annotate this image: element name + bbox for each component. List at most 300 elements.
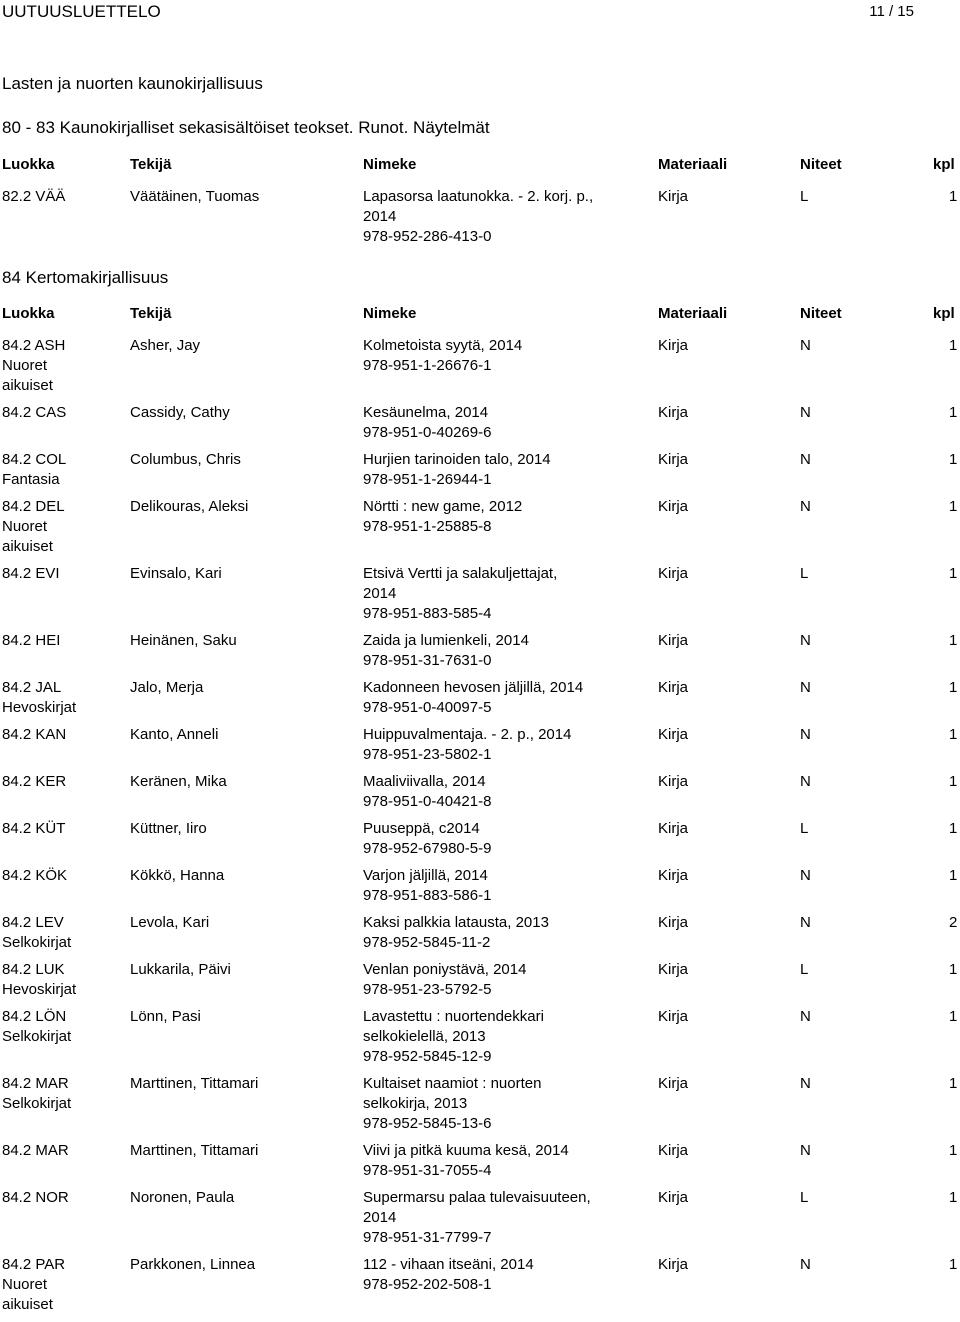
- nimeke-cell-line: Kadonneen hevosen jäljillä, 2014: [363, 679, 584, 696]
- materiaali-cell: [658, 866, 688, 886]
- luokka-cell-line: 84.2 COL: [2, 451, 67, 468]
- tekija-cell-line: Levola, Kari: [130, 914, 210, 931]
- nimeke-cell-line: 978-951-31-7055-4: [363, 1162, 492, 1179]
- niteet-cell-line: N: [800, 1008, 811, 1025]
- materiaali-cell-line: Kirja: [658, 1256, 689, 1273]
- luokka-cell-line: 84.2 ASH: [2, 337, 66, 354]
- nimeke-cell: [363, 866, 653, 906]
- nimeke-cell-line: Venlan poniystävä, 2014: [363, 961, 527, 978]
- nimeke-cell-line: 978-952-202-508-1: [363, 1276, 492, 1293]
- kpl-cell-line: 1: [949, 498, 958, 515]
- nimeke-cell-line: 978-952-5845-11-2: [363, 934, 491, 951]
- niteet-cell-line: L: [800, 188, 809, 205]
- tekija-cell: [130, 913, 355, 933]
- table-row: [0, 913, 960, 960]
- luokka-cell-line: 84.2 LÖN: [2, 1008, 67, 1025]
- kpl-cell: [949, 564, 957, 584]
- tekija-cell-line: Küttner, Iiro: [130, 820, 207, 837]
- nimeke-cell: [363, 631, 653, 671]
- materiaali-cell: [658, 819, 688, 839]
- niteet-cell: [800, 564, 808, 584]
- materiaali-cell: [658, 497, 688, 517]
- kpl-cell: [949, 450, 957, 470]
- materiaali-cell-line: Kirja: [658, 773, 689, 790]
- section-title: Lasten ja nuorten kaunokirjallisuus: [2, 74, 263, 93]
- nimeke-cell-line: Puuseppä, c2014: [363, 820, 480, 837]
- materiaali-cell-line: Kirja: [658, 1008, 689, 1025]
- table-row: [0, 1141, 960, 1188]
- nimeke-cell-line: 978-951-0-40269-6: [363, 424, 492, 441]
- nimeke-cell: [363, 772, 653, 812]
- niteet-cell-line: N: [800, 404, 811, 421]
- niteet-cell: [800, 819, 808, 839]
- nimeke-cell: [363, 1007, 653, 1067]
- niteet-cell-line: N: [800, 726, 811, 743]
- niteet-cell-line: N: [800, 773, 811, 790]
- kpl-cell-line: 1: [949, 773, 958, 790]
- nimeke-cell-line: Varjon jäljillä, 2014: [363, 867, 488, 884]
- materiaali-cell: [658, 336, 688, 356]
- kpl-cell-line: 1: [949, 726, 958, 743]
- tekija-cell: [130, 187, 355, 207]
- niteet-cell-line: L: [800, 1189, 809, 1206]
- kpl-cell: [949, 1074, 957, 1094]
- materiaali-cell: [658, 403, 688, 423]
- niteet-cell: [800, 960, 808, 980]
- nimeke-cell-line: 978-951-0-40097-5: [363, 699, 492, 716]
- nimeke-cell-line: 978-952-286-413-0: [363, 228, 492, 245]
- nimeke-cell: [363, 564, 653, 624]
- luokka-cell-line: 84.2 EVI: [2, 565, 60, 582]
- tekija-cell-line: Asher, Jay: [130, 337, 201, 354]
- tekija-cell-line: Noronen, Paula: [130, 1189, 235, 1206]
- luokka-cell-line: aikuiset: [2, 538, 53, 555]
- materiaali-cell-line: Kirja: [658, 867, 689, 884]
- materiaali-cell: [658, 772, 688, 792]
- niteet-cell: [800, 336, 811, 356]
- luokka-cell-line: 84.2 JAL: [2, 679, 62, 696]
- nimeke-cell-line: Lavastettu : nuortendekkari: [363, 1008, 544, 1025]
- materiaali-cell: [658, 564, 688, 584]
- niteet-cell: [800, 725, 811, 745]
- nimeke-cell-line: 978-951-31-7799-7: [363, 1229, 492, 1246]
- section-subtitle: 80 - 83 Kaunokirjalliset sekasisältöiset teokset. Runot. Näytelmät: [2, 118, 490, 137]
- tekija-cell-line: Keränen, Mika: [130, 773, 227, 790]
- kpl-cell-line: 1: [949, 1008, 958, 1025]
- materiaali-cell: [658, 1007, 688, 1027]
- luokka-cell-line: Selkokirjat: [2, 1095, 72, 1112]
- nimeke-cell-line: 978-951-31-7631-0: [363, 652, 492, 669]
- niteet-cell-line: N: [800, 498, 811, 515]
- materiaali-cell: [658, 1141, 688, 1161]
- kpl-cell: [949, 913, 957, 933]
- niteet-cell: [800, 1141, 811, 1161]
- niteet-cell: [800, 187, 808, 207]
- nimeke-cell: [363, 1141, 653, 1181]
- nimeke-cell-line: 2014: [363, 1209, 397, 1226]
- kpl-cell: [949, 725, 957, 745]
- luokka-cell-line: aikuiset: [2, 1296, 53, 1313]
- kpl-cell: [949, 1007, 957, 1027]
- kpl-cell: [949, 960, 957, 980]
- nimeke-cell-line: 2014: [363, 585, 397, 602]
- kpl-cell-line: 1: [949, 679, 958, 696]
- nimeke-cell-line: Supermarsu palaa tulevaisuuteen,: [363, 1189, 591, 1206]
- kpl-cell: [949, 772, 957, 792]
- luokka-cell-line: Hevoskirjat: [2, 699, 77, 716]
- materiaali-cell: [658, 631, 688, 651]
- materiaali-cell: [658, 725, 688, 745]
- table-body: [0, 336, 960, 1322]
- luokka-cell-line: Hevoskirjat: [2, 981, 77, 998]
- tekija-cell-line: Kanto, Anneli: [130, 726, 219, 743]
- tekija-cell-line: Lukkarila, Päivi: [130, 961, 231, 978]
- luokka-cell: [2, 336, 122, 396]
- tekija-cell: [130, 450, 355, 470]
- kpl-cell: [949, 1188, 957, 1208]
- tekija-cell-line: Delikouras, Aleksi: [130, 498, 249, 515]
- materiaali-cell-line: Kirja: [658, 188, 689, 205]
- niteet-cell-line: N: [800, 632, 811, 649]
- nimeke-cell: [363, 403, 653, 443]
- materiaali-cell-line: Kirja: [658, 1075, 689, 1092]
- luokka-cell: [2, 866, 122, 886]
- nimeke-cell: [363, 960, 653, 1000]
- niteet-cell-line: L: [800, 565, 809, 582]
- tekija-cell-line: Heinänen, Saku: [130, 632, 237, 649]
- tekija-cell-line: Columbus, Chris: [130, 451, 241, 468]
- tekija-cell: [130, 866, 355, 886]
- col-materiaali: Materiaali: [658, 305, 728, 322]
- materiaali-cell-line: Kirja: [658, 726, 689, 743]
- kpl-cell-line: 1: [949, 820, 958, 837]
- kpl-cell-line: 1: [949, 565, 958, 582]
- kpl-cell: [949, 403, 957, 423]
- niteet-cell-line: N: [800, 337, 811, 354]
- luokka-cell-line: 84.2 MAR: [2, 1075, 69, 1092]
- kpl-cell: [949, 631, 957, 651]
- tekija-cell-line: Marttinen, Tittamari: [130, 1075, 259, 1092]
- niteet-cell-line: N: [800, 914, 811, 931]
- tekija-cell-line: Evinsalo, Kari: [130, 565, 222, 582]
- kpl-cell-line: 1: [949, 188, 958, 205]
- luokka-cell: [2, 564, 122, 584]
- nimeke-cell-line: selkokirja, 2013: [363, 1095, 468, 1112]
- nimeke-cell-line: Kesäunelma, 2014: [363, 404, 489, 421]
- col-kpl: kpl: [933, 156, 955, 173]
- table-row: [0, 960, 960, 1007]
- table-row: [0, 403, 960, 450]
- niteet-cell-line: N: [800, 867, 811, 884]
- luokka-cell: [2, 772, 122, 792]
- materiaali-cell: [658, 1255, 688, 1275]
- nimeke-cell-line: 978-952-5845-12-9: [363, 1048, 492, 1065]
- materiaali-cell-line: Kirja: [658, 404, 689, 421]
- luokka-cell-line: Selkokirjat: [2, 1028, 72, 1045]
- luokka-cell: [2, 497, 122, 557]
- luokka-cell-line: 84.2 LUK: [2, 961, 65, 978]
- subsection-title: 84 Kertomakirjallisuus: [2, 268, 169, 287]
- nimeke-cell-line: Lapasorsa laatunokka. - 2. korj. p.,: [363, 188, 594, 205]
- tekija-cell: [130, 1007, 355, 1027]
- table-body: [0, 187, 960, 254]
- nimeke-cell-line: 978-951-23-5802-1: [363, 746, 492, 763]
- materiaali-cell: [658, 960, 688, 980]
- nimeke-cell: [363, 187, 653, 247]
- table-row: [0, 187, 960, 254]
- luokka-cell-line: Nuoret: [2, 518, 48, 535]
- nimeke-cell: [363, 497, 653, 537]
- kpl-cell-line: 1: [949, 1075, 958, 1092]
- luokka-cell-line: 84.2 MAR: [2, 1142, 69, 1159]
- nimeke-cell-line: Kultaiset naamiot : nuorten: [363, 1075, 542, 1092]
- kpl-cell-line: 1: [949, 1256, 958, 1273]
- materiaali-cell-line: Kirja: [658, 961, 689, 978]
- nimeke-cell-line: 978-951-883-586-1: [363, 887, 492, 904]
- niteet-cell: [800, 497, 811, 517]
- tekija-cell-line: Jalo, Merja: [130, 679, 204, 696]
- kpl-cell-line: 1: [949, 1189, 958, 1206]
- nimeke-cell-line: Kaksi palkkia latausta, 2013: [363, 914, 549, 931]
- tekija-cell: [130, 960, 355, 980]
- kpl-cell: [949, 336, 957, 356]
- luokka-cell-line: 84.2 PAR: [2, 1256, 66, 1273]
- luokka-cell-line: Nuoret: [2, 1276, 48, 1293]
- luokka-cell-line: 84.2 DEL: [2, 498, 65, 515]
- table-row: [0, 1074, 960, 1141]
- tekija-cell-line: Väätäinen, Tuomas: [130, 188, 260, 205]
- materiaali-cell-line: Kirja: [658, 632, 689, 649]
- luokka-cell: [2, 725, 122, 745]
- luokka-cell: [2, 1141, 122, 1161]
- tekija-cell: [130, 1255, 355, 1275]
- nimeke-cell: [363, 450, 653, 490]
- luokka-cell-line: 84.2 KAN: [2, 726, 67, 743]
- niteet-cell-line: N: [800, 1256, 811, 1273]
- table-row: [0, 564, 960, 631]
- tekija-cell: [130, 497, 355, 517]
- kpl-cell: [949, 497, 957, 517]
- materiaali-cell-line: Kirja: [658, 337, 689, 354]
- col-luokka: Luokka: [2, 156, 55, 173]
- kpl-cell-line: 1: [949, 404, 958, 421]
- kpl-cell: [949, 866, 957, 886]
- luokka-cell: [2, 1074, 122, 1114]
- table-row: [0, 678, 960, 725]
- luokka-cell-line: Selkokirjat: [2, 934, 72, 951]
- nimeke-cell: [363, 1188, 653, 1248]
- page-number: 11 / 15: [869, 3, 914, 20]
- nimeke-cell-line: 978-951-1-25885-8: [363, 518, 492, 535]
- luokka-cell-line: Nuoret: [2, 357, 48, 374]
- page-header: [0, 0, 960, 24]
- tekija-cell-line: Cassidy, Cathy: [130, 404, 230, 421]
- tekija-cell-line: Marttinen, Tittamari: [130, 1142, 259, 1159]
- tekija-cell: [130, 772, 355, 792]
- luokka-cell: [2, 631, 122, 651]
- nimeke-cell: [363, 678, 653, 718]
- niteet-cell-line: N: [800, 679, 811, 696]
- kpl-cell: [949, 1141, 957, 1161]
- luokka-cell: [2, 1188, 122, 1208]
- col-materiaali: Materiaali: [658, 156, 728, 173]
- tekija-cell: [130, 631, 355, 651]
- kpl-cell-line: 1: [949, 867, 958, 884]
- luokka-cell: [2, 819, 122, 839]
- luokka-cell: [2, 1255, 122, 1315]
- nimeke-cell-line: 978-952-67980-5-9: [363, 840, 492, 857]
- tekija-cell: [130, 725, 355, 745]
- kpl-cell: [949, 819, 957, 839]
- luokka-cell: [2, 913, 122, 953]
- niteet-cell: [800, 772, 811, 792]
- nimeke-cell: [363, 1255, 653, 1295]
- table-row: [0, 772, 960, 819]
- nimeke-cell-line: 978-951-1-26676-1: [363, 357, 492, 374]
- tekija-cell: [130, 564, 355, 584]
- table-row: [0, 866, 960, 913]
- nimeke-cell-line: 978-951-23-5792-5: [363, 981, 492, 998]
- niteet-cell: [800, 1188, 808, 1208]
- nimeke-cell: [363, 819, 653, 859]
- niteet-cell: [800, 866, 811, 886]
- col-niteet: Niteet: [800, 305, 842, 322]
- materiaali-cell-line: Kirja: [658, 1142, 689, 1159]
- col-niteet: Niteet: [800, 156, 842, 173]
- niteet-cell-line: L: [800, 961, 809, 978]
- materiaali-cell: [658, 1074, 688, 1094]
- document-title: UUTUUSLUETTELO: [2, 2, 161, 21]
- niteet-cell: [800, 631, 811, 651]
- table-row: [0, 725, 960, 772]
- table-row: [0, 1007, 960, 1074]
- col-kpl: kpl: [933, 305, 955, 322]
- luokka-cell-line: 84.2 HEI: [2, 632, 61, 649]
- luokka-cell-line: 84.2 KÖK: [2, 867, 68, 884]
- niteet-cell: [800, 678, 811, 698]
- materiaali-cell-line: Kirja: [658, 498, 689, 515]
- luokka-cell-line: 84.2 KER: [2, 773, 67, 790]
- niteet-cell: [800, 1007, 811, 1027]
- niteet-cell-line: N: [800, 1075, 811, 1092]
- luokka-cell: [2, 678, 122, 718]
- materiaali-cell-line: Kirja: [658, 679, 689, 696]
- nimeke-cell-line: Etsivä Vertti ja salakuljettajat,: [363, 565, 558, 582]
- tekija-cell-line: Kökkö, Hanna: [130, 867, 225, 884]
- luokka-cell: [2, 450, 122, 490]
- niteet-cell: [800, 403, 811, 423]
- luokka-cell-line: 84.2 CAS: [2, 404, 67, 421]
- tekija-cell: [130, 1074, 355, 1094]
- table-row: [0, 450, 960, 497]
- luokka-cell-line: 82.2 VÄÄ: [2, 188, 66, 205]
- niteet-cell: [800, 1074, 811, 1094]
- col-nimeke: Nimeke: [363, 305, 417, 322]
- materiaali-cell: [658, 1188, 688, 1208]
- niteet-cell-line: N: [800, 1142, 811, 1159]
- nimeke-cell-line: 978-951-883-585-4: [363, 605, 492, 622]
- luokka-cell: [2, 187, 122, 207]
- col-tekija: Tekijä: [130, 156, 172, 173]
- luokka-cell-line: Fantasia: [2, 471, 60, 488]
- tekija-cell: [130, 336, 355, 356]
- kpl-cell-line: 1: [949, 337, 958, 354]
- luokka-cell: [2, 960, 122, 1000]
- tekija-cell: [130, 403, 355, 423]
- tekija-cell-line: Lönn, Pasi: [130, 1008, 201, 1025]
- materiaali-cell-line: Kirja: [658, 820, 689, 837]
- kpl-cell: [949, 187, 957, 207]
- tekija-cell: [130, 678, 355, 698]
- materiaali-cell: [658, 450, 688, 470]
- luokka-cell-line: aikuiset: [2, 377, 53, 394]
- tekija-cell: [130, 1188, 355, 1208]
- kpl-cell: [949, 678, 957, 698]
- table-row: [0, 631, 960, 678]
- tekija-cell-line: Parkkonen, Linnea: [130, 1256, 256, 1273]
- materiaali-cell: [658, 187, 688, 207]
- luokka-cell: [2, 1007, 122, 1047]
- nimeke-cell-line: Kolmetoista syytä, 2014: [363, 337, 523, 354]
- luokka-cell-line: 84.2 LEV: [2, 914, 64, 931]
- niteet-cell: [800, 450, 811, 470]
- table-row: [0, 1255, 960, 1322]
- nimeke-cell-line: Maaliviivalla, 2014: [363, 773, 486, 790]
- materiaali-cell-line: Kirja: [658, 1189, 689, 1206]
- materiaali-cell: [658, 913, 688, 933]
- luokka-cell-line: 84.2 NOR: [2, 1189, 69, 1206]
- niteet-cell: [800, 1255, 811, 1275]
- nimeke-cell-line: Hurjien tarinoiden talo, 2014: [363, 451, 551, 468]
- column-header: [0, 155, 960, 175]
- kpl-cell-line: 2: [949, 914, 958, 931]
- col-nimeke: Nimeke: [363, 156, 417, 173]
- nimeke-cell-line: Nörtti : new game, 2012: [363, 498, 523, 515]
- materiaali-cell-line: Kirja: [658, 451, 689, 468]
- nimeke-cell: [363, 1074, 653, 1134]
- nimeke-cell-line: 978-951-1-26944-1: [363, 471, 492, 488]
- nimeke-cell-line: 112 - vihaan itseäni, 2014: [363, 1256, 534, 1273]
- nimeke-cell: [363, 913, 653, 953]
- kpl-cell: [949, 1255, 957, 1275]
- kpl-cell-line: 1: [949, 1142, 958, 1159]
- nimeke-cell-line: Viivi ja pitkä kuuma kesä, 2014: [363, 1142, 569, 1159]
- niteet-cell-line: N: [800, 451, 811, 468]
- nimeke-cell-line: Huippuvalmentaja. - 2. p., 2014: [363, 726, 572, 743]
- luokka-cell: [2, 403, 122, 423]
- kpl-cell-line: 1: [949, 961, 958, 978]
- column-header: [0, 304, 960, 324]
- materiaali-cell-line: Kirja: [658, 914, 689, 931]
- tekija-cell: [130, 819, 355, 839]
- nimeke-cell: [363, 336, 653, 376]
- table-row: [0, 1188, 960, 1255]
- materiaali-cell: [658, 678, 688, 698]
- tekija-cell: [130, 1141, 355, 1161]
- col-luokka: Luokka: [2, 305, 55, 322]
- kpl-cell-line: 1: [949, 451, 958, 468]
- table-row: [0, 819, 960, 866]
- niteet-cell: [800, 913, 811, 933]
- materiaali-cell-line: Kirja: [658, 565, 689, 582]
- table-row: [0, 336, 960, 403]
- nimeke-cell: [363, 725, 653, 765]
- niteet-cell-line: L: [800, 820, 809, 837]
- nimeke-cell-line: 2014: [363, 208, 397, 225]
- nimeke-cell-line: Zaida ja lumienkeli, 2014: [363, 632, 529, 649]
- col-tekija: Tekijä: [130, 305, 172, 322]
- nimeke-cell-line: 978-951-0-40421-8: [363, 793, 492, 810]
